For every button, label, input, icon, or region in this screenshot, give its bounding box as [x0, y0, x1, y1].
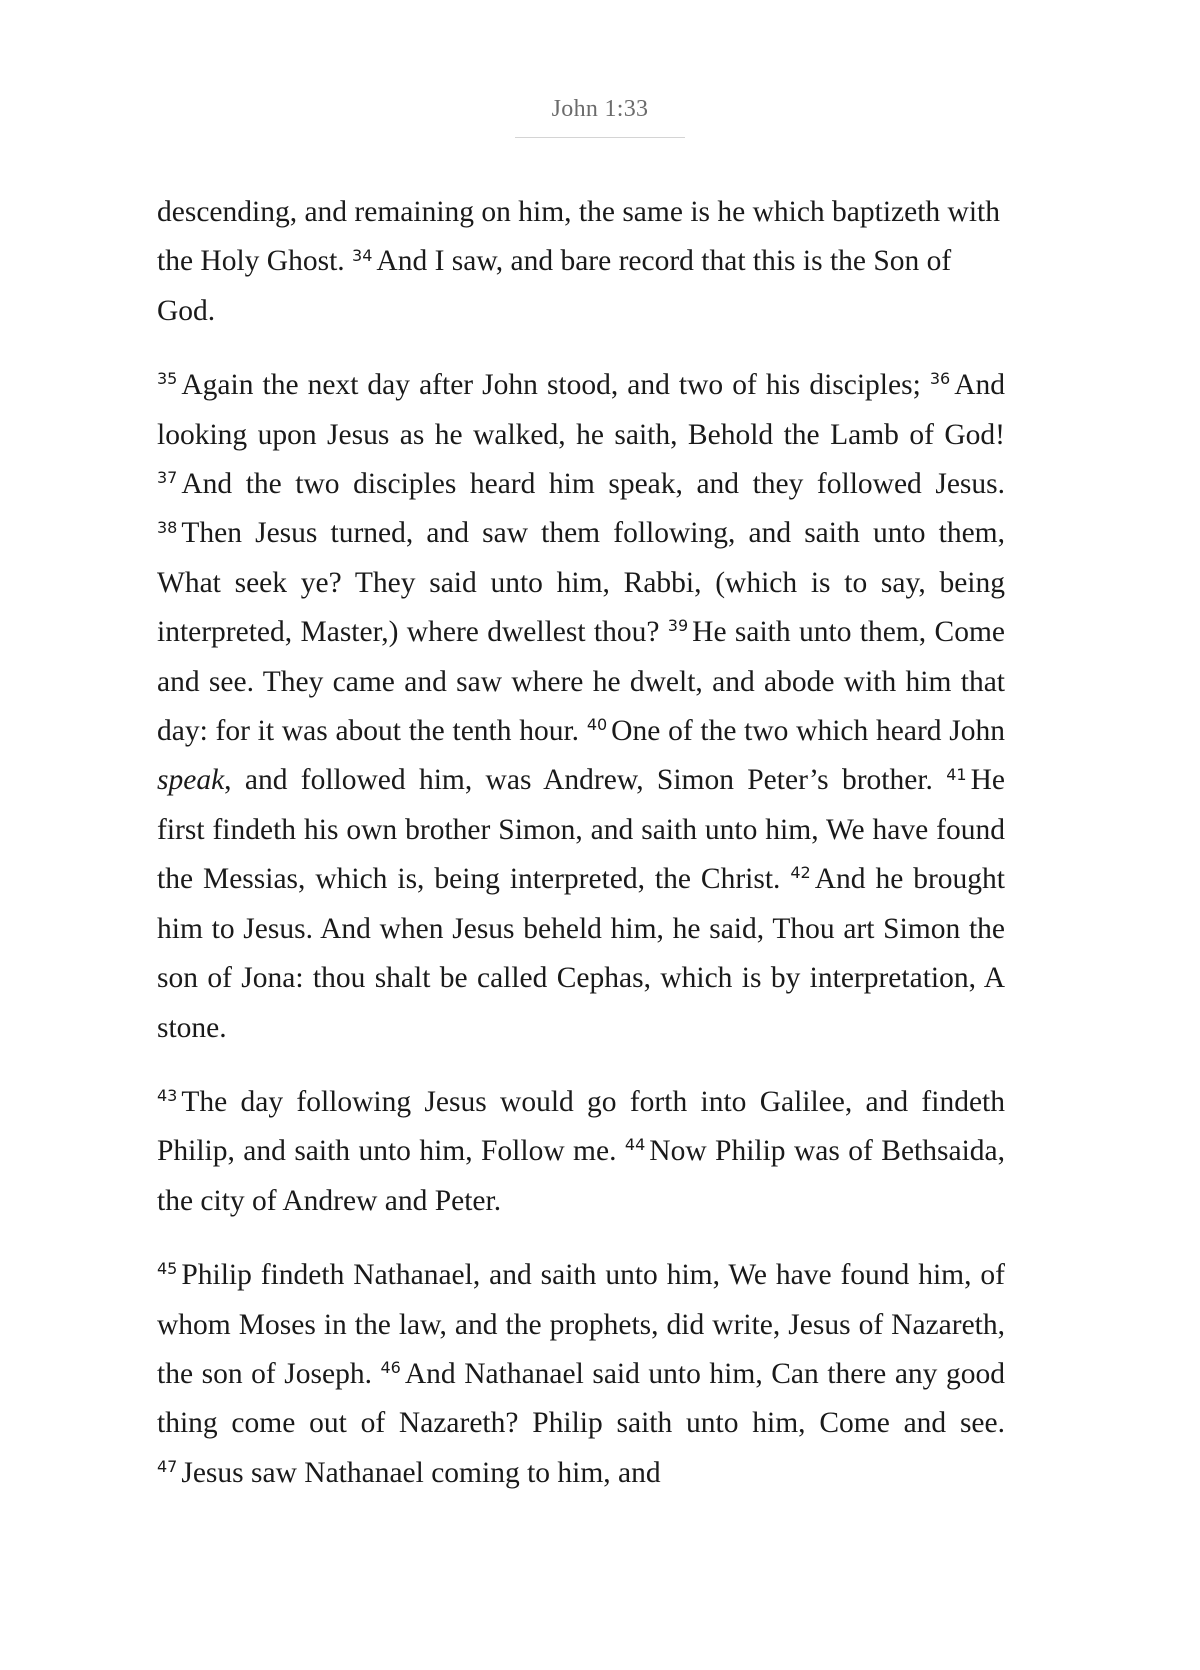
verse-text: Now Philip was of Bethsaida, the city of Andrew and Peter. [157, 1135, 1005, 1217]
verse-text: One of the two which heard John [611, 715, 1005, 748]
verse-number: 42 [790, 863, 811, 883]
paragraph [157, 188, 1005, 336]
verse-text: Again the next day after John stood, and two of his disciples; [181, 369, 930, 402]
verse-text: descending, and remaining on him, the same is he which baptizeth with the Holy Ghost. [157, 196, 1000, 278]
verse-text: And the two disciples heard him speak, and they followed Jesus. [181, 468, 1005, 501]
verse-text: And Nathanael said unto him, Can there any good thing come out of Nazareth? Philip saith unto him, Come and see. [157, 1357, 1005, 1440]
paragraph [157, 1251, 1005, 1498]
verse-number: 46 [380, 1358, 401, 1378]
running-header [0, 96, 1200, 138]
verse-text: Philip findeth Nathanael, and saith unto him, We have found him, of whom Moses in the law, and the prophets, did write, Jesus of Nazareth, the son of Joseph. [157, 1259, 1005, 1390]
italic-text: speak [157, 764, 225, 797]
verse-number: 47 [157, 1456, 178, 1476]
verse-text: He saith unto them, Come and see. They came and saw where he dwelt, and abode with him that day: for it was about the tenth hour. [157, 616, 1005, 748]
verse-text: Then Jesus turned, and saw them following, and saith unto them, What seek ye? They said unto him, Rabbi, (which is to say, being interpreted, Master,) where dwellest thou? [157, 517, 1005, 649]
verse-text: The day following Jesus would go forth into Galilee, and findeth Philip, and saith unto him, Follow me. [157, 1085, 1005, 1168]
verse-number: 34 [352, 245, 373, 265]
verse-number: 36 [929, 369, 951, 389]
verse-number: 45 [157, 1259, 178, 1279]
verse-number: 38 [157, 517, 178, 537]
verse-number: 43 [157, 1086, 178, 1105]
verse-text: , and followed him, was Andrew, Simon Peter’s brother. [224, 764, 947, 797]
verse-number: 35 [157, 369, 178, 389]
verse-number: 40 [586, 715, 608, 735]
verse-text: He first findeth his own brother Simon, and saith unto him, We have found the Messias, which is, being interpreted, the Christ. [157, 764, 1005, 896]
verse-number: 37 [157, 468, 178, 488]
paragraph [157, 1078, 1005, 1226]
header-divider [515, 137, 685, 138]
paragraph [157, 361, 1005, 1053]
verse-text: And he brought him to Jesus. And when Jesus beheld him, he said, Thou art Simon the son of Jona: thou shalt be called Cephas, which is by interpretation, A stone. [157, 863, 1005, 1044]
page-title: John 1:33 [551, 96, 649, 122]
verse-number: 44 [624, 1135, 646, 1155]
scripture-text [157, 188, 1005, 1523]
verse-text: And I saw, and bare record that this is the Son of God. [157, 245, 952, 327]
verse-text: And looking upon Jesus as he walked, he saith, Behold the Lamb of God! [157, 369, 1005, 451]
verse-text: Jesus saw Nathanael coming to him, and [181, 1456, 661, 1489]
verse-number: 39 [667, 616, 689, 636]
verse-number: 41 [946, 764, 967, 784]
